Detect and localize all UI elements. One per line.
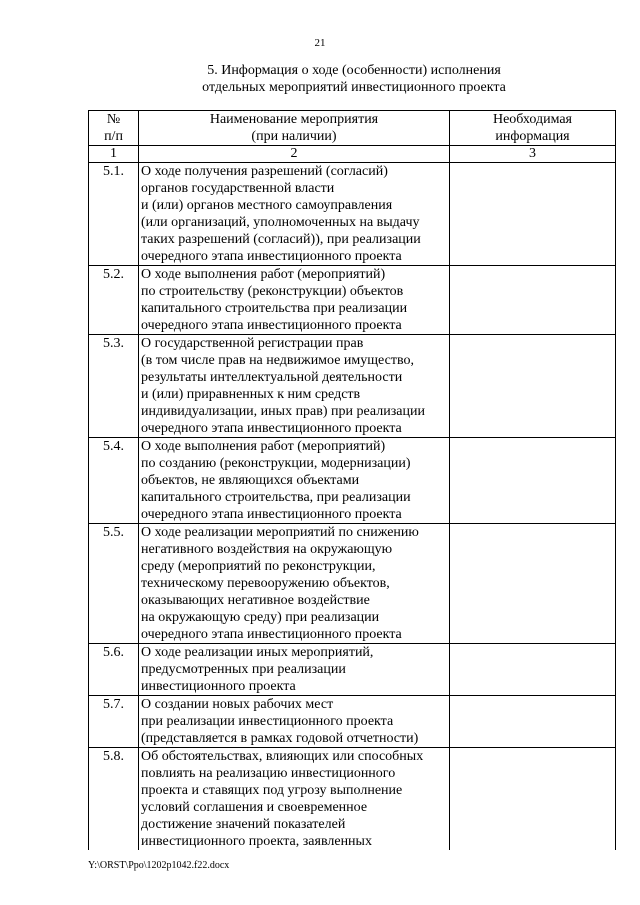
row-event-name-line: и (или) органов местного самоуправления xyxy=(141,198,393,213)
column-number-row xyxy=(89,146,616,163)
table-body xyxy=(89,163,616,851)
header-num-line-2: п/п xyxy=(104,129,123,144)
row-event-name-line: предусмотренных при реализации xyxy=(141,662,346,677)
row-event-name-line: среду (мероприятий по реконструкции, xyxy=(141,559,376,574)
row-event-name xyxy=(139,438,450,524)
row-number: 5.2. xyxy=(89,266,139,335)
row-event-name xyxy=(139,748,450,851)
row-event-name xyxy=(139,266,450,335)
row-event-name-line: (представляется в рамках годовой отчетности) xyxy=(141,731,419,746)
row-required-info xyxy=(450,266,616,335)
row-event-name-line: очередного этапа инвестиционного проекта xyxy=(141,421,402,436)
header-name-line-2: (при наличии) xyxy=(251,129,337,144)
row-event-name-line: очередного этапа инвестиционного проекта xyxy=(141,318,402,333)
table-row xyxy=(89,644,616,696)
row-required-info xyxy=(450,163,616,266)
row-event-name-line: оказывающих негативное воздействие xyxy=(141,593,370,608)
column-number-2: 2 xyxy=(139,146,450,163)
row-event-name-line: техническому перевооружению объектов, xyxy=(141,576,390,591)
row-required-info xyxy=(450,438,616,524)
row-event-name-line: очередного этапа инвестиционного проекта xyxy=(141,507,402,522)
row-event-name-line: очередного этапа инвестиционного проекта xyxy=(141,249,402,264)
footer-file-path: Y:\ORST\Ppo\1202p1042.f22.docx xyxy=(88,860,230,871)
row-event-name-line: по созданию (реконструкции, модернизации) xyxy=(141,456,411,471)
row-event-name-line: Об обстоятельствах, влияющих или способных xyxy=(141,749,424,764)
row-required-info xyxy=(450,748,616,851)
row-event-name-line: (или организаций, уполномоченных на выдачу xyxy=(141,215,420,230)
row-event-name-line: О ходе выполнения работ (мероприятий) xyxy=(141,267,386,282)
section-title xyxy=(100,62,608,96)
row-number: 5.7. xyxy=(89,696,139,748)
row-event-name-line: О ходе выполнения работ (мероприятий) xyxy=(141,439,386,454)
row-event-name-line: очередного этапа инвестиционного проекта xyxy=(141,627,402,642)
row-event-name-line: таких разрешений (согласий)), при реализации xyxy=(141,232,421,247)
row-event-name-line: результаты интеллектуальной деятельности xyxy=(141,370,403,385)
header-num-line-1: № xyxy=(106,112,121,127)
row-event-name-line: органов государственной власти xyxy=(141,181,335,196)
section-title-line-1: 5. Информация о ходе (особенности) исполнения xyxy=(207,63,501,78)
table-row xyxy=(89,335,616,438)
header-num xyxy=(89,111,139,146)
row-event-name-line: О ходе реализации иных мероприятий, xyxy=(141,645,374,660)
row-event-name-line: О ходе реализации мероприятий по снижению xyxy=(141,525,419,540)
row-required-info xyxy=(450,524,616,644)
column-number-1: 1 xyxy=(89,146,139,163)
row-event-name xyxy=(139,524,450,644)
row-event-name xyxy=(139,696,450,748)
header-name-line-1: Наименование мероприятия xyxy=(209,112,379,127)
row-event-name-line: капитального строительства, при реализации xyxy=(141,490,411,505)
header-name xyxy=(139,111,450,146)
table-row xyxy=(89,266,616,335)
row-number: 5.1. xyxy=(89,163,139,266)
table-header-row xyxy=(89,111,616,146)
row-event-name-line: О государственной регистрации прав xyxy=(141,336,364,351)
row-event-name-line: (в том числе прав на недвижимое имущество, xyxy=(141,353,414,368)
row-required-info xyxy=(450,696,616,748)
row-event-name-line: негативного воздействия на окружающую xyxy=(141,542,393,557)
row-event-name-line: при реализации инвестиционного проекта xyxy=(141,714,394,729)
table-row xyxy=(89,696,616,748)
row-event-name-line: условий соглашения и своевременное xyxy=(141,800,368,815)
header-info-line-1: Необходимая xyxy=(492,112,572,127)
page-number: 21 xyxy=(314,37,326,49)
row-event-name-line: и (или) приравненных к ним средств xyxy=(141,387,361,402)
row-number: 5.4. xyxy=(89,438,139,524)
section-title-line-2: отдельных мероприятий инвестиционного проекта xyxy=(202,80,506,95)
row-event-name-line: инвестиционного проекта, заявленных xyxy=(141,834,372,849)
row-number: 5.6. xyxy=(89,644,139,696)
row-event-name-line: по строительству (реконструкции) объектов xyxy=(141,284,404,299)
row-event-name-line: инвестиционного проекта xyxy=(141,679,296,694)
row-event-name-line: индивидуализации, иных прав) при реализации xyxy=(141,404,425,419)
row-event-name-line: О создании новых рабочих мест xyxy=(141,697,334,712)
table-row xyxy=(89,438,616,524)
row-number: 5.8. xyxy=(89,748,139,851)
row-event-name-line: капитального строительства при реализации xyxy=(141,301,408,316)
header-info xyxy=(450,111,616,146)
row-required-info xyxy=(450,335,616,438)
row-event-name-line: достижение значений показателей xyxy=(141,817,346,832)
row-event-name-line: О ходе получения разрешений (согласий) xyxy=(141,164,388,179)
row-event-name-line: объектов, не являющихся объектами xyxy=(141,473,360,488)
row-event-name xyxy=(139,644,450,696)
column-number-3: 3 xyxy=(450,146,616,163)
row-number: 5.5. xyxy=(89,524,139,644)
table-row xyxy=(89,163,616,266)
info-table xyxy=(88,110,616,850)
table-row xyxy=(89,748,616,851)
header-info-line-2: информация xyxy=(495,129,570,144)
row-event-name-line: повлиять на реализацию инвестиционного xyxy=(141,766,396,781)
row-event-name xyxy=(139,335,450,438)
row-number: 5.3. xyxy=(89,335,139,438)
table-row xyxy=(89,524,616,644)
row-required-info xyxy=(450,644,616,696)
row-event-name-line: проекта и ставящих под угрозу выполнение xyxy=(141,783,403,798)
row-event-name-line: на окружающую среду) при реализации xyxy=(141,610,380,625)
row-event-name xyxy=(139,163,450,266)
